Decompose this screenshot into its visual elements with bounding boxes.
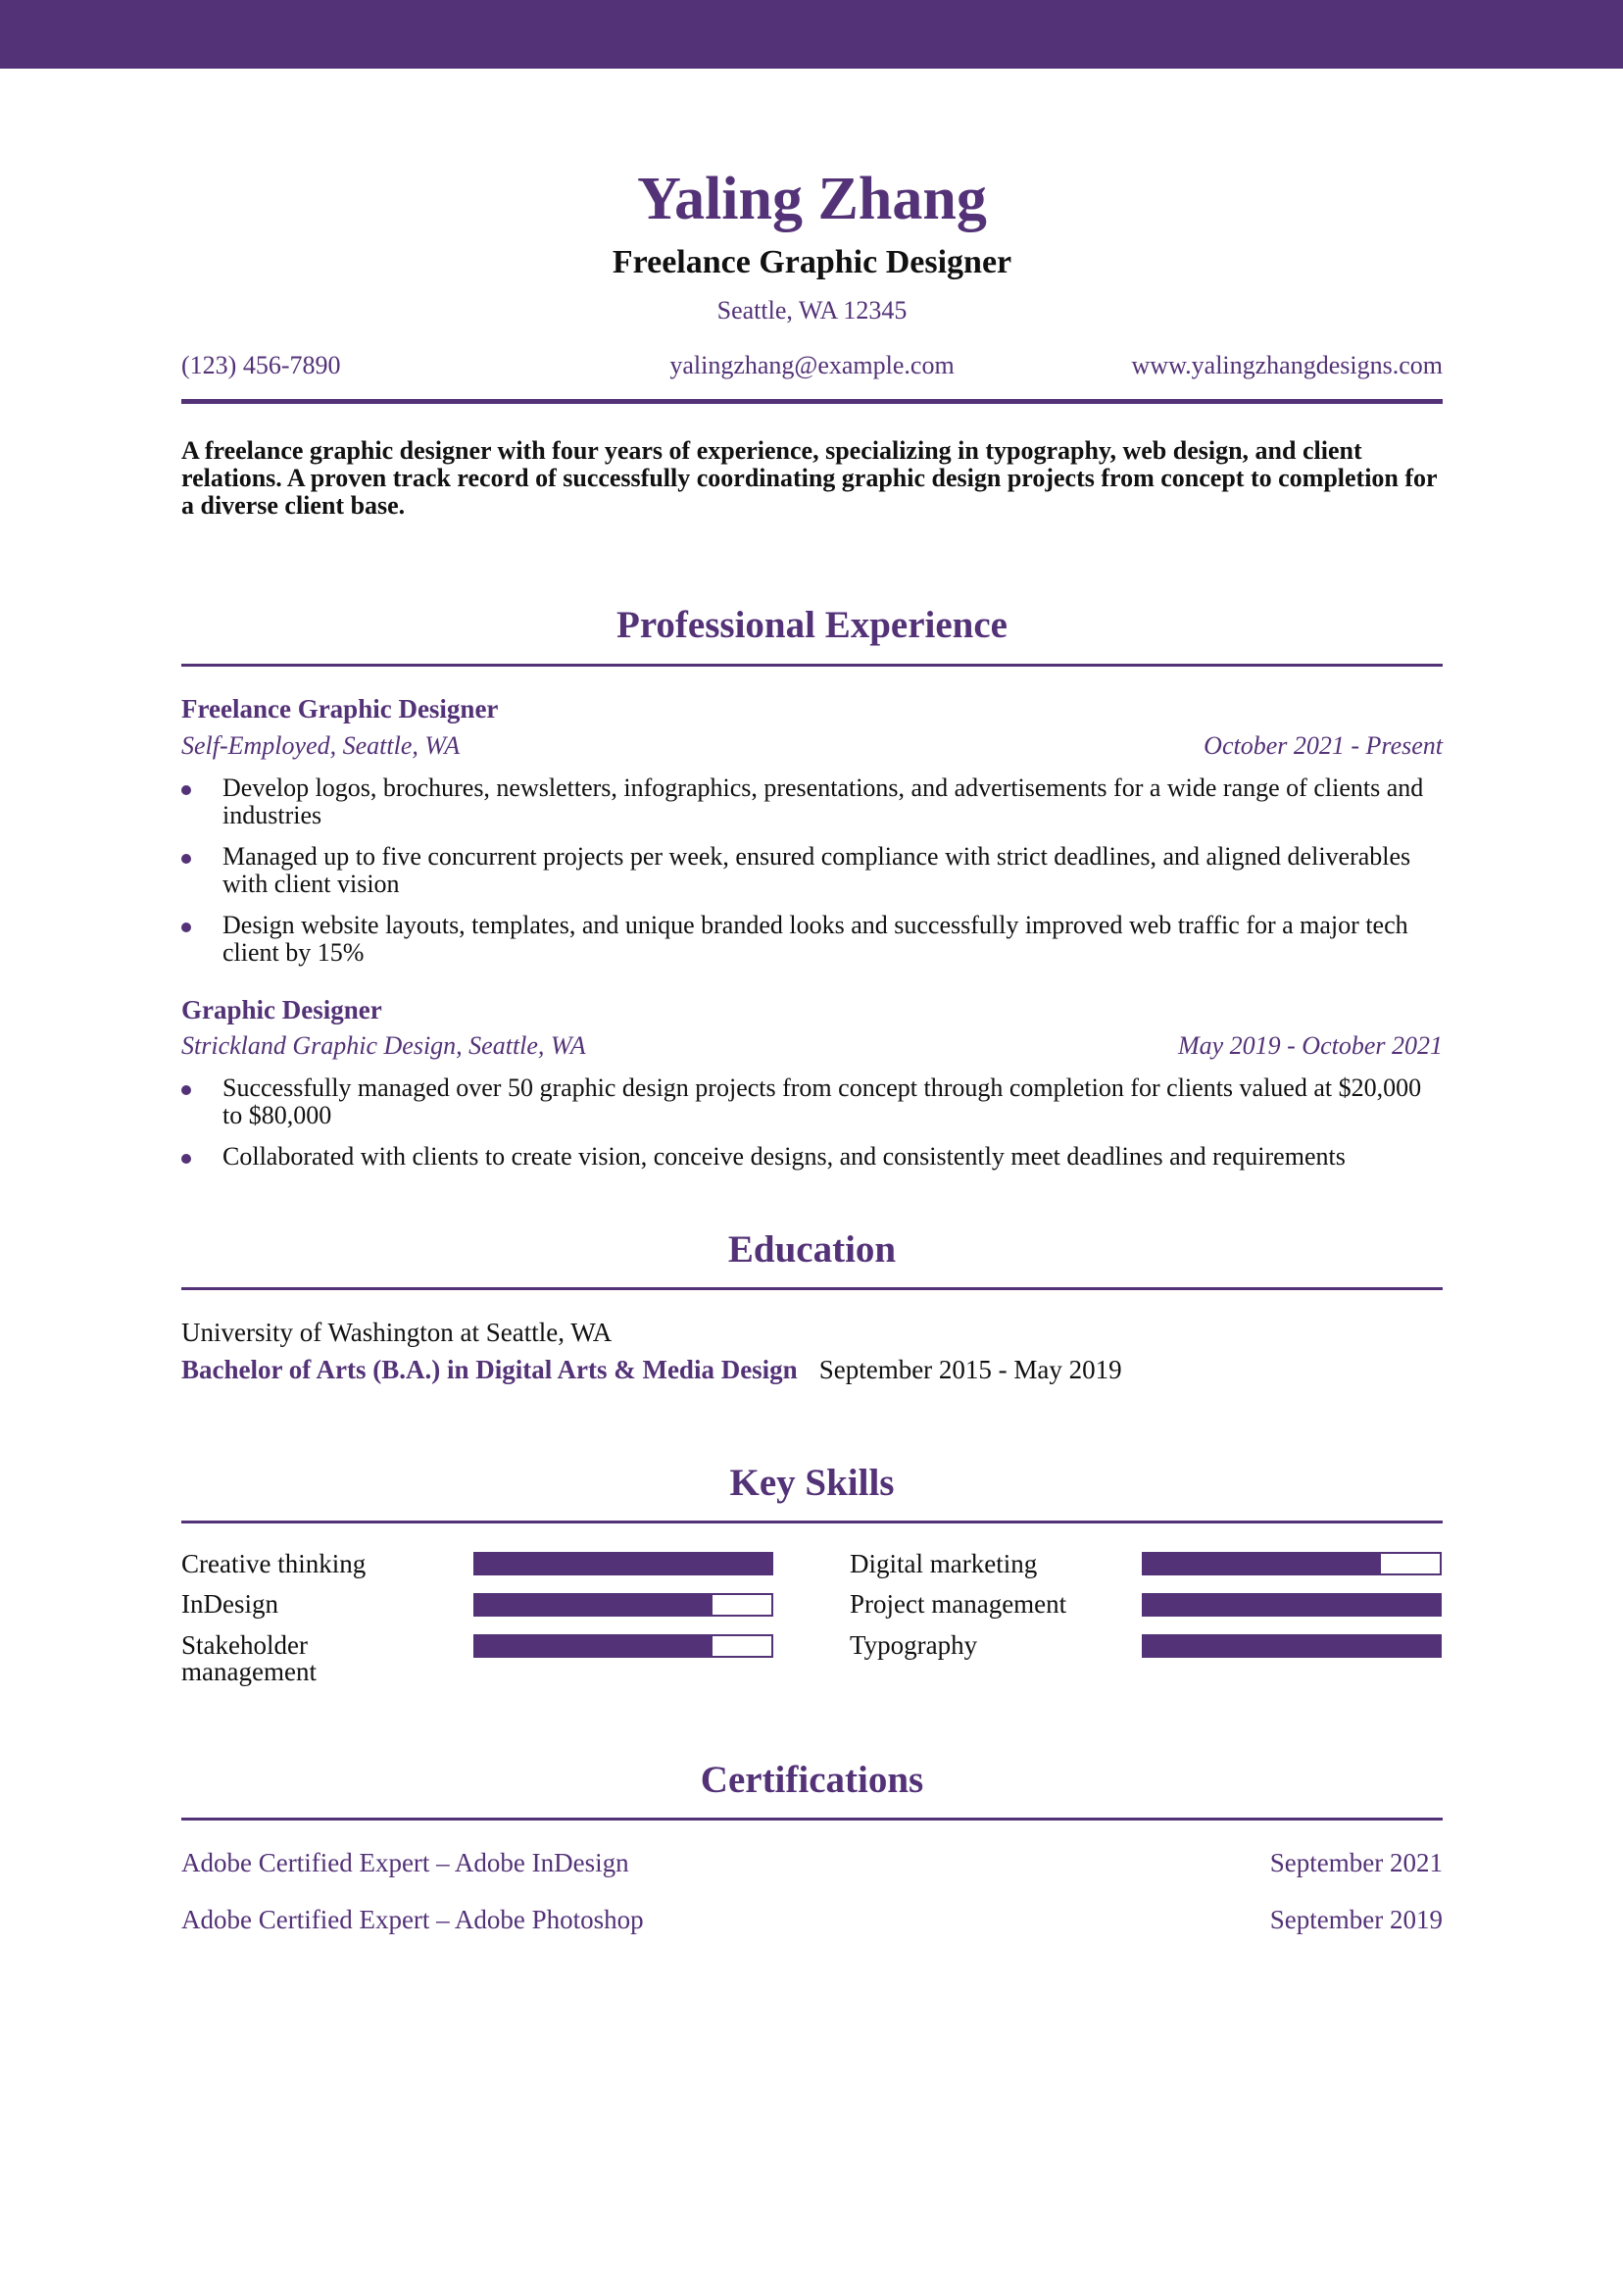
contact-email: yalingzhang@example.com bbox=[669, 351, 955, 379]
skill-bar bbox=[1142, 1593, 1442, 1617]
skill-level-fill bbox=[1144, 1595, 1440, 1615]
list-item: Successfully managed over 50 graphic design projects from concept through completion for clients valued at $20,000 to $80,000 bbox=[181, 1074, 1443, 1129]
job-1-dates: October 2021 - Present bbox=[1204, 731, 1443, 760]
skill-bar bbox=[473, 1634, 773, 1658]
skill-label: Stakeholder management bbox=[181, 1630, 317, 1686]
skill-level-fill bbox=[475, 1554, 771, 1573]
experience-heading: Professional Experience bbox=[616, 604, 1008, 646]
certification-date: September 2019 bbox=[1269, 1905, 1443, 1934]
candidate-name: Yaling Zhang bbox=[637, 166, 987, 232]
education-heading: Education bbox=[727, 1228, 897, 1271]
skill-label: Project management bbox=[850, 1589, 1067, 1619]
job-1-bullets bbox=[181, 774, 1443, 980]
skill-label: Creative thinking bbox=[181, 1549, 367, 1578]
list-item: Design website layouts, templates, and unique branded looks and successfully improved web traffic for a major tech client by 15% bbox=[181, 912, 1443, 967]
skill-level-fill bbox=[475, 1636, 713, 1656]
education-divider bbox=[181, 1287, 1443, 1290]
certification-name: Adobe Certified Expert – Adobe InDesign bbox=[181, 1848, 629, 1877]
candidate-title: Freelance Graphic Designer bbox=[612, 244, 1012, 280]
bullet-icon bbox=[181, 923, 191, 932]
education-degree: Bachelor of Arts (B.A.) in Digital Arts & Media Design bbox=[181, 1355, 798, 1384]
skill-bar bbox=[473, 1593, 773, 1617]
job-2-company: Strickland Graphic Design, Seattle, WA bbox=[181, 1031, 586, 1060]
skill-label: InDesign bbox=[181, 1589, 278, 1619]
header-divider bbox=[181, 399, 1443, 404]
certification-name: Adobe Certified Expert – Adobe Photoshop bbox=[181, 1905, 644, 1934]
certification-date: September 2021 bbox=[1269, 1848, 1443, 1877]
professional-summary: A freelance graphic designer with four years of experience, specializing in typography, web design, and client relations. A proven track record of successfully coordinating graphic design projects from concept to completion for a diverse client base. bbox=[181, 436, 1438, 520]
bullet-icon bbox=[181, 1154, 191, 1164]
job-2-bullets bbox=[181, 1074, 1443, 1184]
bullet-icon bbox=[181, 785, 191, 795]
skill-label: Digital marketing bbox=[850, 1549, 1038, 1578]
bullet-icon bbox=[181, 854, 191, 864]
skill-label: Typography bbox=[850, 1630, 978, 1660]
skills-heading: Key Skills bbox=[729, 1462, 895, 1504]
education-school: University of Washington at Seattle, WA bbox=[181, 1318, 613, 1347]
top-accent-bar bbox=[0, 0, 1623, 69]
job-1-company: Self-Employed, Seattle, WA bbox=[181, 731, 461, 760]
skill-bar bbox=[1142, 1552, 1442, 1575]
list-item: Managed up to five concurrent projects per week, ensured compliance with strict deadlines, and aligned deliverables with client vision bbox=[181, 843, 1443, 898]
education-dates: September 2015 - May 2019 bbox=[818, 1355, 1122, 1384]
contact-website: www.yalingzhangdesigns.com bbox=[1131, 351, 1443, 379]
skills-divider bbox=[181, 1521, 1443, 1523]
job-2-role: Graphic Designer bbox=[181, 995, 382, 1024]
skill-bar bbox=[473, 1552, 773, 1575]
certifications-heading: Certifications bbox=[700, 1759, 924, 1801]
experience-divider bbox=[181, 664, 1443, 667]
list-item: Develop logos, brochures, newsletters, infographics, presentations, and advertisements for a wide range of clients and industries bbox=[181, 774, 1443, 829]
bullet-icon bbox=[181, 1085, 191, 1095]
job-1-role: Freelance Graphic Designer bbox=[181, 694, 499, 724]
skill-level-fill bbox=[475, 1595, 713, 1615]
education-degree-line bbox=[181, 1357, 1122, 1383]
job-2-dates: May 2019 - October 2021 bbox=[1177, 1031, 1443, 1060]
skill-bar bbox=[1142, 1634, 1442, 1658]
skill-level-fill bbox=[1144, 1554, 1381, 1573]
contact-phone: (123) 456-7890 bbox=[181, 351, 341, 379]
certifications-divider bbox=[181, 1818, 1443, 1821]
skill-level-fill bbox=[1144, 1636, 1440, 1656]
candidate-location: Seattle, WA 12345 bbox=[716, 296, 908, 324]
list-item: Collaborated with clients to create vision, conceive designs, and consistently meet deadlines and requirements bbox=[181, 1143, 1443, 1171]
